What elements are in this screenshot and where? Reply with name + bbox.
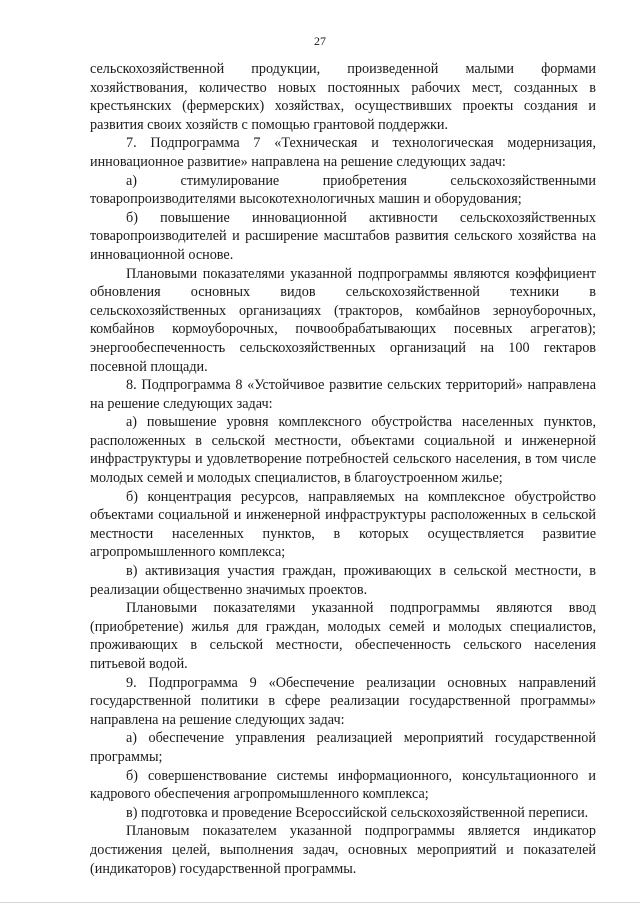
page-number: 27	[314, 34, 326, 48]
paragraph-subprogram-9-indicator: Плановым показателем указанной подпрограммы является индикатор достижения целей, выполнения задач, основных мероприятий и показателей (индикаторов) государственной программы.	[90, 823, 596, 877]
paragraph-subprogram-9-task-c: в) подготовка и проведение Всероссийской сельскохозяйственной переписи.	[126, 804, 589, 821]
paragraph-subprogram-8-task-a: а) повышение уровня комплексного обустройства населенных пунктов, расположенных в сельской местности, объектами социальной и инженерной инфраструктуры и удовлетворение потребностей сельского населения, в том числе молодых семей и молодых специалистов, в благоустроенном жилье;	[90, 414, 596, 487]
paragraph-1-continuation: сельскохозяйственной продукции, произведенной малыми формами хозяйствования, количество новых постоянных рабочих мест, созданных в крестьянских (фермерских) хозяйствах, осуществивших проекты создания и развития своих хозяйств с помощью грантовой поддержки.	[90, 61, 596, 133]
paragraph-subprogram-9-task-b: б) совершенствование системы информационного, консультационного и кадрового обеспечения агропромышленного комплекса;	[90, 767, 596, 803]
scan-edge-line	[0, 902, 640, 903]
paragraph-subprogram-8-task-b: б) концентрация ресурсов, направляемых на комплексное обустройство объектами социальной и инженерной инфраструктуры расположенных в сельской местности населенных пунктов, в которых осуществляется развитие агропромышленного комплекса;	[90, 488, 596, 561]
paragraph-subprogram-7-task-a: а) стимулирование приобретения сельскохозяйственными товаропроизводителями высокотехнологичных машин и оборудования;	[90, 172, 596, 208]
paragraph-subprogram-7: 7. Подпрограмма 7 «Техническая и технологическая модернизация, инновационное развитие» направлена на решение следующих задач:	[90, 135, 596, 170]
paragraph-subprogram-9: 9. Подпрограмма 9 «Обеспечение реализации основных направлений государственной политики в сфере реализации государственной программы» направлена на решение следующих задач:	[90, 674, 596, 728]
paragraph-subprogram-8-task-c: в) активизация участия граждан, проживающих в сельской местности, в реализации общественно значимых проектов.	[90, 563, 596, 598]
document-body	[90, 60, 596, 878]
paragraph-subprogram-7-indicators: Плановыми показателями указанной подпрограммы являются коэффициент обновления основных видов сельскохозяйственной техники в сельскохозяйственных организациях (тракторов, комбайнов зерноуборочных, комбайнов кормоуборочных, почвообрабатывающих посевных агрегатов); энергообеспеченность сельскохозяйственных организаций на 100 гектаров посевной площади.	[90, 265, 596, 375]
paragraph-subprogram-7-task-b: б) повышение инновационной активности сельскохозяйственных товаропроизводителей и расширение масштабов развития сельского хозяйства на инновационной основе.	[90, 209, 596, 263]
paragraph-subprogram-9-task-a: а) обеспечение управления реализацией мероприятий государственной программы;	[90, 730, 596, 765]
paragraph-subprogram-8: 8. Подпрограмма 8 «Устойчивое развитие сельских территорий» направлена на решение следующих задач:	[90, 377, 596, 412]
paragraph-subprogram-8-indicators: Плановыми показателями указанной подпрограммы являются ввод (приобретение) жилья для граждан, молодых семей и молодых специалистов, проживающих в сельской местности, обеспеченность сельского населения питьевой водой.	[90, 600, 596, 672]
